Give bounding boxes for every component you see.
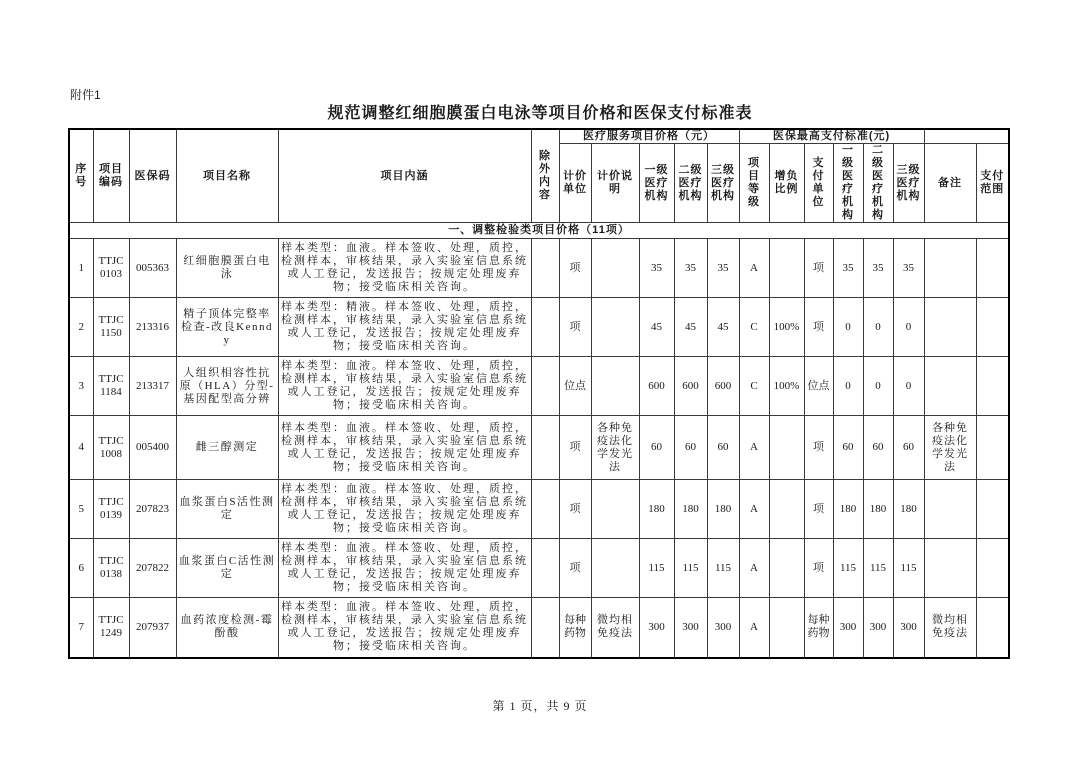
- cell-tier3-price: 45: [707, 298, 739, 357]
- cell-excluded: [531, 539, 559, 598]
- cell-item-name: 血浆蛋白C活性测定: [176, 539, 278, 598]
- col-header-pricing-note: 计价说明: [591, 144, 639, 223]
- cell-surcharge-ratio: [769, 239, 804, 298]
- page-title: 规范调整红细胞膜蛋白电泳等项目价格和医保支付标准表: [327, 105, 753, 122]
- cell-tier1-pay: 300: [833, 598, 863, 658]
- cell-remarks: [924, 239, 976, 298]
- cell-item-content: 样本类型：血液。样本签收、处理，质控，检测样本，审核结果，录入实验室信息系统或人工登记，发送报告；按规定处理废弃物；接受临床相关咨询。: [278, 539, 531, 598]
- cell-pricing-note: [591, 357, 639, 416]
- cell-tier1-price: 600: [639, 357, 674, 416]
- cell-pricing-unit: 项: [559, 416, 591, 480]
- table-row: [69, 357, 1009, 416]
- cell-tier3-price: 300: [707, 598, 739, 658]
- cell-item-content: 样本类型：血液。样本签收、处理，质控，检测样本，审核结果，录入实验室信息系统或人工登记，发送报告；按规定处理废弃物；接受临床相关咨询。: [278, 416, 531, 480]
- cell-tier3-price: 35: [707, 239, 739, 298]
- col-header-pay-unit: 支付单位: [804, 144, 833, 223]
- cell-tier1-pay: 0: [833, 298, 863, 357]
- col-header-tier2-price: 二级医疗机构: [674, 144, 707, 223]
- cell-tier2-price: 300: [674, 598, 707, 658]
- cell-insurance-code: 207823: [129, 480, 176, 539]
- cell-remarks: [924, 298, 976, 357]
- cell-tier1-price: 45: [639, 298, 674, 357]
- col-header-item-code: 项目编码: [93, 129, 129, 223]
- cell-item-code: TTJC 0139: [93, 480, 129, 539]
- cell-surcharge-ratio: [769, 416, 804, 480]
- cell-tier3-pay: 35: [893, 239, 924, 298]
- cell-tier1-price: 35: [639, 239, 674, 298]
- cell-tier2-pay: 300: [863, 598, 893, 658]
- cell-item-grade: A: [739, 598, 769, 658]
- cell-pricing-unit: 项: [559, 539, 591, 598]
- cell-seq: 6: [69, 539, 93, 598]
- cell-seq: 4: [69, 416, 93, 480]
- cell-tier1-pay: 0: [833, 357, 863, 416]
- cell-tier3-pay: 0: [893, 357, 924, 416]
- col-header-pay-scope: 支付范围: [976, 144, 1009, 223]
- page-number: 第 1 页，共 9 页: [492, 699, 588, 713]
- cell-item-code: TTJC 1008: [93, 416, 129, 480]
- table-row: [69, 416, 1009, 480]
- col-header-pricing-unit: 计价单位: [559, 144, 591, 223]
- cell-item-grade: A: [739, 239, 769, 298]
- cell-tier3-pay: 60: [893, 416, 924, 480]
- cell-item-grade: C: [739, 357, 769, 416]
- cell-tier2-pay: 60: [863, 416, 893, 480]
- cell-tier2-price: 600: [674, 357, 707, 416]
- cell-item-code: TTJC 1150: [93, 298, 129, 357]
- col-header-tier1-pay: 一级医疗机构: [833, 144, 863, 223]
- cell-excluded: [531, 480, 559, 539]
- cell-pay-scope: [976, 598, 1009, 658]
- attachment-label: 附件1: [70, 88, 101, 102]
- cell-pay-scope: [976, 416, 1009, 480]
- cell-tier3-price: 600: [707, 357, 739, 416]
- cell-tier2-price: 60: [674, 416, 707, 480]
- cell-item-name: 精子顶体完整率检查-改良Kenndy: [176, 298, 278, 357]
- cell-pricing-note: [591, 239, 639, 298]
- cell-surcharge-ratio: 100%: [769, 298, 804, 357]
- cell-remarks: 微均相免疫法: [924, 598, 976, 658]
- cell-excluded: [531, 598, 559, 658]
- cell-tier2-pay: 0: [863, 298, 893, 357]
- cell-surcharge-ratio: [769, 480, 804, 539]
- cell-pay-unit: 项: [804, 298, 833, 357]
- cell-pricing-note: 微均相免疫法: [591, 598, 639, 658]
- cell-pay-scope: [976, 357, 1009, 416]
- cell-pay-scope: [976, 239, 1009, 298]
- group-header-insurance-max: 医保最高支付标准(元): [739, 129, 924, 144]
- cell-seq: 2: [69, 298, 93, 357]
- group-header-blank: [924, 129, 1009, 144]
- cell-tier2-price: 180: [674, 480, 707, 539]
- cell-insurance-code: 005363: [129, 239, 176, 298]
- cell-pay-unit: 每种药物: [804, 598, 833, 658]
- cell-item-content: 样本类型：血液。样本签收、处理，质控，检测样本，审核结果，录入实验室信息系统或人工登记，发送报告；按规定处理废弃物；接受临床相关咨询。: [278, 598, 531, 658]
- cell-remarks: [924, 357, 976, 416]
- table-row: [69, 480, 1009, 539]
- cell-tier1-price: 300: [639, 598, 674, 658]
- cell-insurance-code: 207822: [129, 539, 176, 598]
- cell-tier1-price: 115: [639, 539, 674, 598]
- cell-item-grade: C: [739, 298, 769, 357]
- cell-item-content: 样本类型：血液。样本签收、处理，质控，检测样本，审核结果，录入实验室信息系统或人工登记，发送报告；按规定处理废弃物；接受临床相关咨询。: [278, 239, 531, 298]
- cell-seq: 3: [69, 357, 93, 416]
- cell-excluded: [531, 239, 559, 298]
- table-row: [69, 598, 1009, 658]
- cell-excluded: [531, 416, 559, 480]
- col-header-remarks: 备注: [924, 144, 976, 223]
- col-header-tier3-price: 三级医疗机构: [707, 144, 739, 223]
- cell-insurance-code: 213316: [129, 298, 176, 357]
- col-header-excluded: 除外内容: [531, 129, 559, 223]
- cell-remarks: [924, 480, 976, 539]
- cell-pay-unit: 项: [804, 416, 833, 480]
- cell-item-grade: A: [739, 480, 769, 539]
- cell-tier3-pay: 180: [893, 480, 924, 539]
- cell-seq: 1: [69, 239, 93, 298]
- cell-insurance-code: 213317: [129, 357, 176, 416]
- cell-tier3-price: 60: [707, 416, 739, 480]
- cell-item-grade: A: [739, 416, 769, 480]
- cell-item-name: 血药浓度检测-霉酚酸: [176, 598, 278, 658]
- cell-surcharge-ratio: [769, 539, 804, 598]
- col-header-tier3-pay: 三级医疗机构: [893, 144, 924, 223]
- price-table: [68, 128, 1010, 659]
- cell-tier1-pay: 180: [833, 480, 863, 539]
- table-row: [69, 239, 1009, 298]
- cell-surcharge-ratio: 100%: [769, 357, 804, 416]
- cell-tier1-price: 60: [639, 416, 674, 480]
- group-header-service-price: 医疗服务项目价格（元）: [559, 129, 739, 144]
- cell-tier1-pay: 35: [833, 239, 863, 298]
- cell-pay-unit: 项: [804, 539, 833, 598]
- cell-insurance-code: 207937: [129, 598, 176, 658]
- cell-tier1-pay: 60: [833, 416, 863, 480]
- cell-item-content: 样本类型：血液。样本签收、处理，质控，检测样本，审核结果，录入实验室信息系统或人工登记，发送报告；按规定处理废弃物；接受临床相关咨询。: [278, 480, 531, 539]
- cell-item-name: 红细胞膜蛋白电泳: [176, 239, 278, 298]
- cell-pricing-unit: 项: [559, 298, 591, 357]
- cell-pay-scope: [976, 298, 1009, 357]
- cell-tier3-price: 115: [707, 539, 739, 598]
- cell-item-code: TTJC 0138: [93, 539, 129, 598]
- cell-tier1-price: 180: [639, 480, 674, 539]
- col-header-item-grade: 项目等级: [739, 144, 769, 223]
- cell-pricing-unit: 位点: [559, 357, 591, 416]
- cell-pricing-unit: 项: [559, 239, 591, 298]
- section-title: 一、调整检验类项目价格（11项）: [69, 223, 1009, 239]
- cell-item-code: TTJC 0103: [93, 239, 129, 298]
- cell-tier1-pay: 115: [833, 539, 863, 598]
- cell-remarks: [924, 539, 976, 598]
- cell-pay-unit: 位点: [804, 357, 833, 416]
- col-header-item-name: 项目名称: [176, 129, 278, 223]
- cell-item-content: 样本类型：精液。样本签收、处理，质控，检测样本，审核结果，录入实验室信息系统或人工登记，发送报告；按规定处理废弃物；接受临床相关咨询。: [278, 298, 531, 357]
- cell-item-content: 样本类型：血液。样本签收、处理，质控，检测样本，审核结果，录入实验室信息系统或人工登记，发送报告；按规定处理废弃物；接受临床相关咨询。: [278, 357, 531, 416]
- cell-tier3-pay: 115: [893, 539, 924, 598]
- cell-pay-unit: 项: [804, 239, 833, 298]
- col-header-item-content: 项目内涵: [278, 129, 531, 223]
- header-row-groups: [69, 129, 1009, 144]
- cell-surcharge-ratio: [769, 598, 804, 658]
- cell-tier2-pay: 35: [863, 239, 893, 298]
- cell-tier2-pay: 180: [863, 480, 893, 539]
- col-header-seq: 序号: [69, 129, 93, 223]
- cell-pay-scope: [976, 539, 1009, 598]
- col-header-tier1-price: 一级医疗机构: [639, 144, 674, 223]
- cell-item-grade: A: [739, 539, 769, 598]
- col-header-surcharge-ratio: 增负比例: [769, 144, 804, 223]
- cell-pricing-note: [591, 480, 639, 539]
- cell-tier2-price: 35: [674, 239, 707, 298]
- cell-excluded: [531, 298, 559, 357]
- cell-insurance-code: 005400: [129, 416, 176, 480]
- section-row: [69, 223, 1009, 239]
- cell-item-code: TTJC 1184: [93, 357, 129, 416]
- cell-tier3-pay: 300: [893, 598, 924, 658]
- col-header-tier2-pay: 二级医疗机构: [863, 144, 893, 223]
- cell-tier3-pay: 0: [893, 298, 924, 357]
- cell-remarks: 各种免疫法化学发光法: [924, 416, 976, 480]
- cell-tier2-pay: 115: [863, 539, 893, 598]
- cell-tier2-pay: 0: [863, 357, 893, 416]
- cell-tier2-price: 45: [674, 298, 707, 357]
- cell-item-name: 血浆蛋白S活性测定: [176, 480, 278, 539]
- col-header-insurance-code: 医保码: [129, 129, 176, 223]
- cell-pricing-note: [591, 298, 639, 357]
- cell-item-name: 雌三醇测定: [176, 416, 278, 480]
- cell-pricing-unit: 每种药物: [559, 598, 591, 658]
- cell-pricing-unit: 项: [559, 480, 591, 539]
- cell-pricing-note: 各种免疫法化学发光法: [591, 416, 639, 480]
- cell-item-name: 人组织相容性抗原（HLA）分型-基因配型高分辨: [176, 357, 278, 416]
- cell-seq: 5: [69, 480, 93, 539]
- cell-seq: 7: [69, 598, 93, 658]
- cell-pricing-note: [591, 539, 639, 598]
- cell-excluded: [531, 357, 559, 416]
- cell-pay-scope: [976, 480, 1009, 539]
- table-row: [69, 539, 1009, 598]
- table-row: [69, 298, 1009, 357]
- cell-pay-unit: 项: [804, 480, 833, 539]
- cell-item-code: TTJC 1249: [93, 598, 129, 658]
- cell-tier3-price: 180: [707, 480, 739, 539]
- cell-tier2-price: 115: [674, 539, 707, 598]
